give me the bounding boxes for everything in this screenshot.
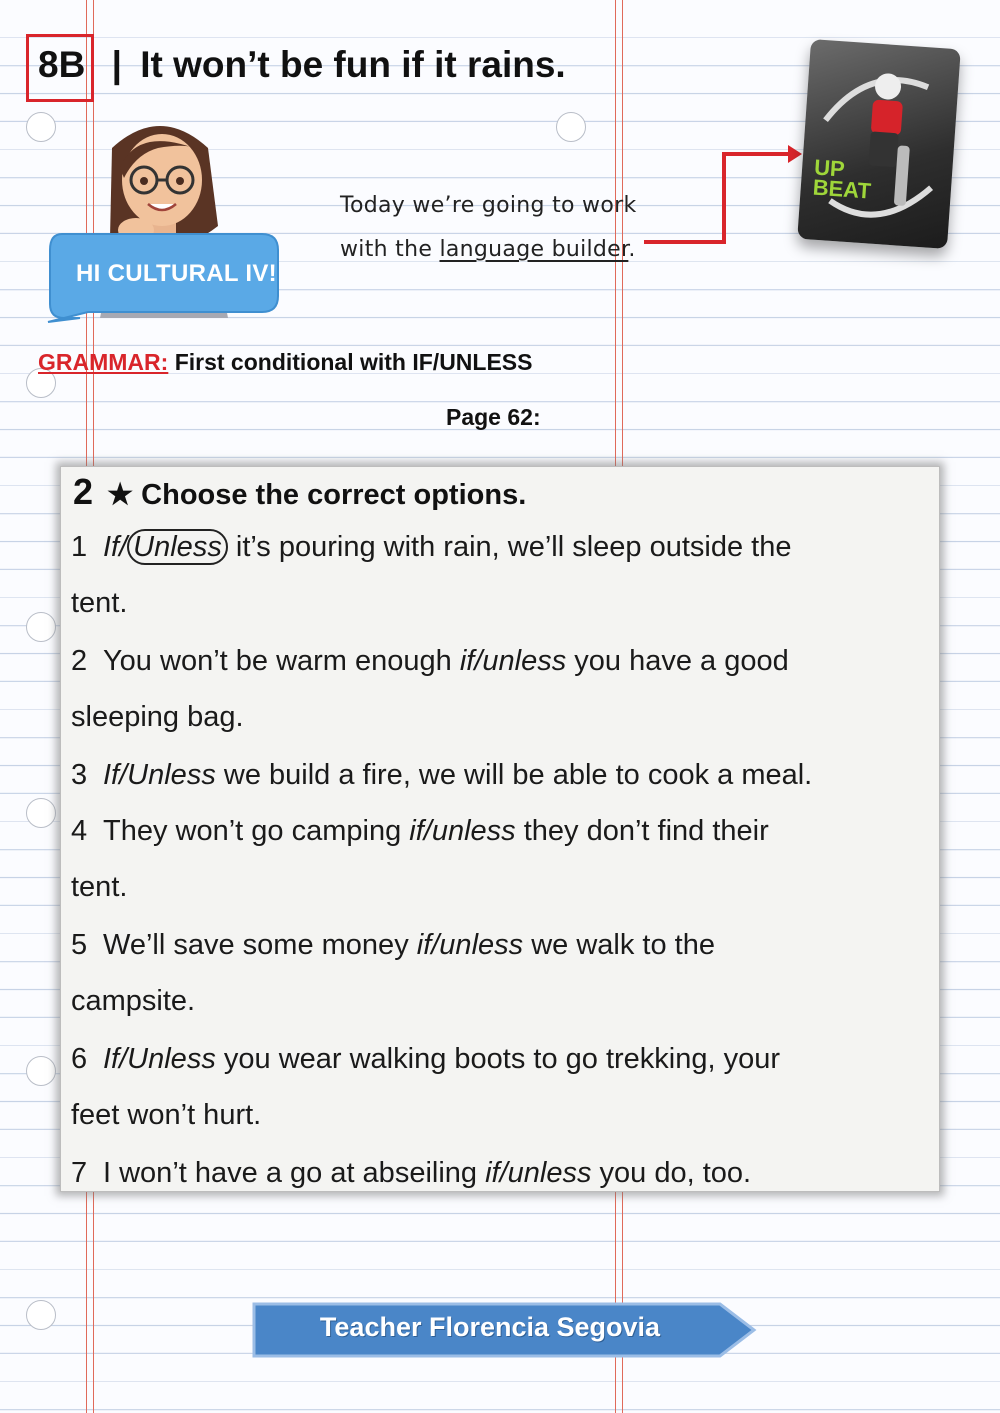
binder-hole: [26, 1056, 56, 1086]
exercise-item-6-continued: feet won’t hurt.: [71, 1099, 262, 1131]
item-number: 6: [71, 1043, 88, 1075]
page-title: [38, 44, 566, 86]
item-text: we build a fire, we will be able to cook a meal.: [215, 759, 813, 791]
exercise-instruction: Choose the correct options.: [141, 479, 527, 511]
teacher-ribbon: [250, 1300, 760, 1360]
binder-hole: [26, 798, 56, 828]
speech-line-2: [340, 228, 637, 272]
book-brand-line-2: BEAT: [811, 174, 872, 204]
binder-hole: [26, 1300, 56, 1330]
teacher-name: Teacher Florencia Segovia: [319, 1312, 661, 1342]
item-number: 7: [71, 1157, 88, 1189]
exercise-item-7: [71, 1145, 751, 1192]
item-text: You won’t be warm enough: [103, 645, 460, 677]
exercise-heading: [73, 471, 526, 513]
item-option: If/: [103, 531, 128, 563]
item-text: We’ll save some money: [103, 929, 417, 961]
item-number: 2: [71, 645, 88, 677]
item-number: 1: [71, 531, 88, 563]
exercise-item-1-continued: tent.: [71, 587, 128, 619]
exercise-item-2: [71, 633, 789, 689]
item-text: you do, too.: [591, 1157, 752, 1189]
exercise-item-4-continued: tent.: [71, 871, 128, 903]
lesson-title: It won’t be fun if it rains.: [140, 44, 566, 85]
item-number: 5: [71, 929, 88, 961]
book-brand: [811, 154, 873, 204]
exercise-item-6: [71, 1031, 780, 1087]
teacher-avatar: [40, 108, 285, 326]
item-number: 4: [71, 815, 88, 847]
exercise-item-5-continued: campsite.: [71, 985, 196, 1017]
item-text: you wear walking boots to go trekking, your: [215, 1043, 781, 1075]
binder-hole: [26, 612, 56, 642]
item-text: They won’t go camping: [103, 815, 410, 847]
item-option: If/Unless: [103, 1043, 216, 1075]
speech-text: [340, 184, 637, 272]
binder-hole: [556, 112, 586, 142]
grammar-label: GRAMMAR:: [38, 349, 169, 375]
avatar-bubble-text: HI CULTURAL IV!: [76, 260, 277, 287]
red-arrow-icon: [640, 140, 805, 250]
book-cover: [797, 39, 961, 249]
exercise-item-3: [71, 747, 812, 803]
exercise-panel: [60, 466, 940, 1192]
exercise-item-5: [71, 917, 715, 973]
item-option: if/unless: [459, 645, 567, 677]
language-builder-text: language builder: [439, 237, 629, 262]
grammar-topic: First conditional with IF/UNLESS: [174, 349, 533, 375]
grammar-heading: [38, 349, 532, 376]
item-option: if/unless: [416, 929, 524, 961]
exercise-item-1: [71, 519, 792, 575]
exercise-item-2-continued: sleeping bag.: [71, 701, 244, 733]
page-reference: Page 62:: [446, 404, 541, 430]
item-text: they don’t find their: [515, 815, 769, 847]
item-option: If/Unless: [103, 759, 216, 791]
item-text: I won’t have a go at abseiling: [103, 1157, 486, 1189]
exercise-number: 2: [73, 471, 94, 512]
skater-illustration-icon: [797, 39, 961, 249]
speech-line-2-prefix: with the: [340, 237, 440, 262]
item-option: if/unless: [485, 1157, 592, 1189]
speech-line-2-suffix: .: [628, 237, 636, 262]
exercise-item-4: [71, 803, 769, 859]
book-brand-line-1: UP: [813, 154, 846, 182]
item-number: 3: [71, 759, 88, 791]
lesson-badge: 8B: [38, 44, 86, 85]
item-text: you have a good: [566, 645, 789, 677]
item-text: it’s pouring with rain, we’ll sleep outside the: [227, 531, 792, 563]
item-option: if/unless: [409, 815, 516, 847]
star-icon: ★: [107, 479, 134, 511]
speech-line-1: Today we’re going to work: [340, 193, 637, 218]
circled-option: Unless: [127, 529, 228, 565]
title-separator: |: [111, 44, 122, 85]
item-text: we walk to the: [523, 929, 715, 961]
